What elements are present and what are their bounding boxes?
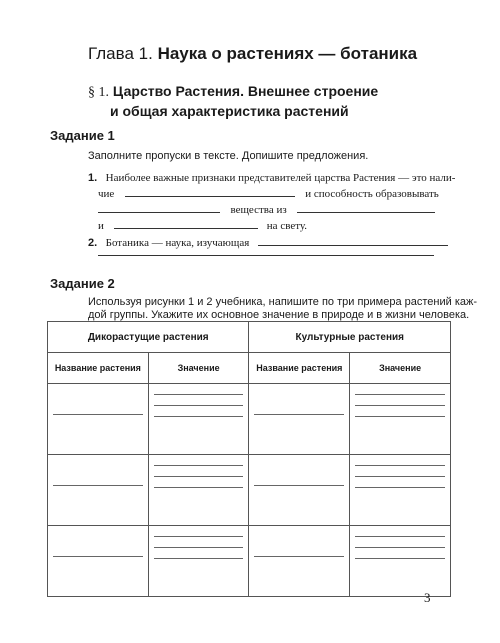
name-cell[interactable] [249, 455, 349, 525]
task2-heading: Задание 2 [50, 276, 115, 291]
blank-field[interactable] [125, 195, 295, 197]
item2-continuation-line[interactable] [98, 255, 434, 256]
item1-text-sposobnost: и способность образовывать [305, 188, 439, 200]
table-row [48, 526, 451, 597]
col-name-wild: Название растения [48, 353, 149, 384]
task1-heading: Задание 1 [50, 128, 115, 143]
header-cultivated-plants: Культурные растения [249, 322, 451, 353]
item1-text-i: и [98, 220, 104, 232]
blank-field[interactable] [114, 227, 258, 229]
blank-field[interactable] [258, 244, 448, 246]
name-cell[interactable] [249, 526, 349, 596]
item1-number: 1. [88, 172, 98, 184]
plants-table [47, 321, 451, 597]
chapter-title: Наука о растениях — ботаника [157, 44, 418, 63]
section-title-line2: и общая характеристика растений [110, 103, 349, 119]
value-cell[interactable] [149, 526, 249, 596]
task1-instruction: Заполните пропуски в тексте. Допишите предложения. [88, 150, 369, 162]
col-name-cultivated: Название растения [249, 353, 350, 384]
header-wild-plants: Дикорастущие растения [48, 322, 249, 353]
col-value-cultivated: Значение [350, 353, 451, 384]
name-cell[interactable] [48, 455, 148, 525]
task2-instruction-line1: Используя рисунки 1 и 2 учебника, напишите по три примера растений каж- [88, 296, 478, 308]
item1-text-na-svetu: на свету. [266, 220, 308, 232]
chapter-heading [88, 44, 417, 64]
chapter-prefix: Глава 1. [88, 44, 153, 63]
value-cell[interactable] [350, 526, 450, 596]
item1-line1: Наиболее важные признаки представителей царства Растения — это нали- [105, 172, 456, 184]
table-row [48, 384, 451, 455]
name-cell[interactable] [48, 526, 148, 596]
value-cell[interactable] [149, 455, 249, 525]
value-cell[interactable] [149, 384, 249, 454]
section-title-line1: Царство Растения. Внешнее строение [112, 83, 379, 99]
name-cell[interactable] [48, 384, 148, 454]
name-cell[interactable] [249, 384, 349, 454]
section-heading [88, 82, 378, 121]
item1-text-nalichie: чие [98, 188, 115, 200]
task1-item2 [88, 233, 438, 251]
table-row [48, 455, 451, 526]
value-cell[interactable] [350, 455, 450, 525]
section-number: § 1. [88, 85, 109, 100]
item2-text: Ботаника — наука, изучающая [105, 237, 250, 249]
item2-number: 2. [88, 237, 98, 249]
col-value-wild: Значение [148, 353, 249, 384]
item1-text-veshchestva: вещества из [230, 204, 287, 216]
blank-field[interactable] [297, 211, 435, 213]
item1-line4 [98, 216, 438, 234]
value-cell[interactable] [350, 384, 450, 454]
task2-instruction-line2: дой группы. Укажите их основное значение в природе и в жизни человека. [88, 309, 470, 321]
page-number: 3 [424, 590, 431, 605]
blank-field[interactable] [98, 211, 220, 213]
